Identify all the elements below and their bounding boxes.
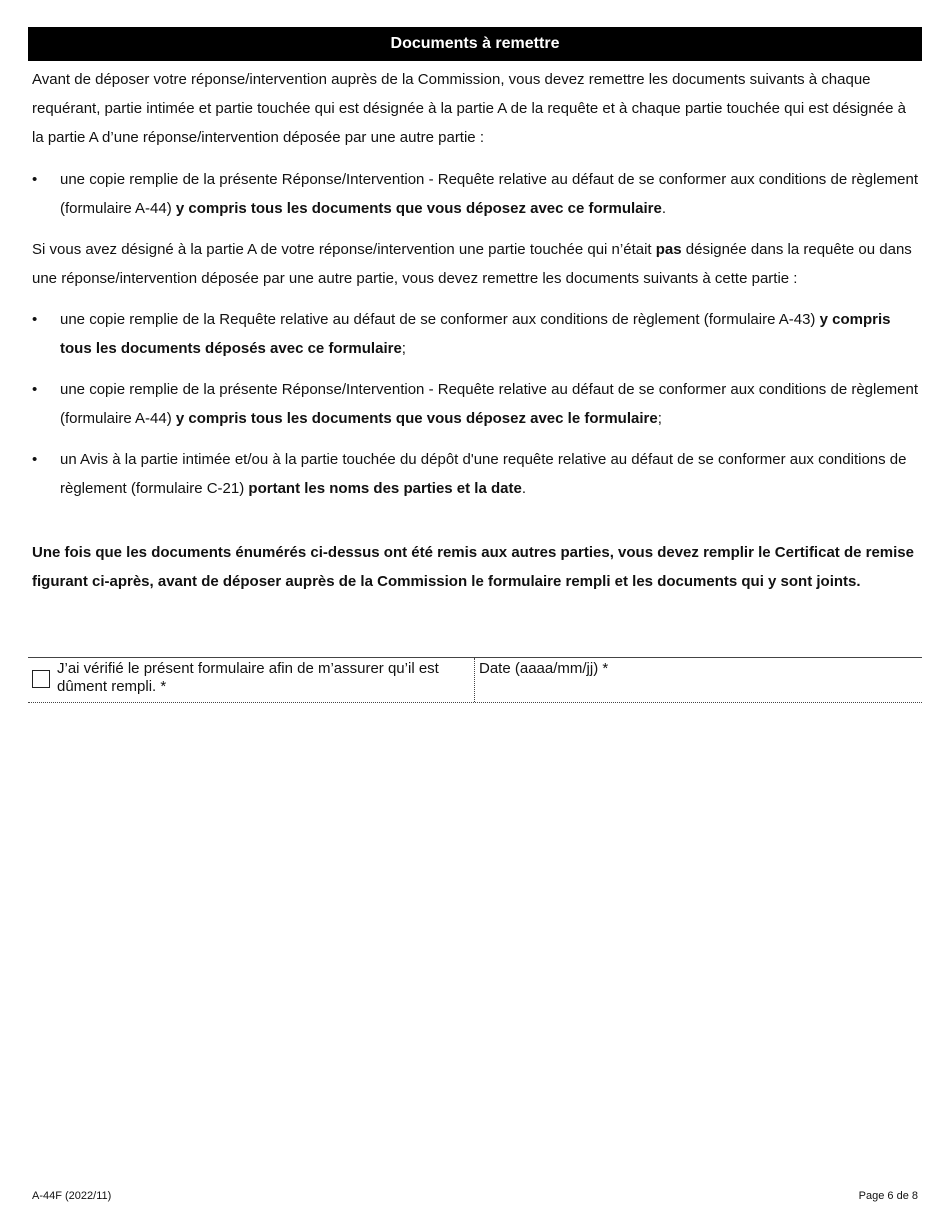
bullet-icon: •	[32, 311, 38, 328]
para2-bold: pas	[655, 241, 682, 258]
section-title: Documents à remettre	[390, 35, 560, 52]
second-paragraph	[32, 235, 917, 293]
verification-table	[28, 657, 922, 703]
list-item	[32, 375, 922, 433]
list-item	[32, 445, 922, 503]
list-item-tail: ;	[401, 340, 406, 357]
list-item-tail: .	[661, 200, 667, 217]
page-number: Page 6 de 8	[858, 1190, 918, 1202]
list-item-bold: portant les noms des parties et la date	[248, 480, 522, 497]
intro-paragraph: Avant de déposer votre réponse/intervention auprès de la Commission, vous devez remettre les documents suivants à chaque requérant, partie intimée et partie touchée qui est désignée à la partie A de la requête et à chaque partie touchée qui est désignée à la partie A d’une réponse/intervention déposée par une autre partie :	[32, 71, 906, 146]
para2-after: désignée dans la requête ou dans une réponse/intervention déposée par une autre partie, vous devez remettre les documents suivants à cette partie :	[32, 241, 912, 287]
list-item	[32, 165, 922, 223]
bullet-icon: •	[32, 451, 38, 468]
date-field[interactable]	[475, 658, 922, 702]
section-header	[28, 27, 922, 61]
list-item-tail: ;	[657, 410, 662, 427]
verification-cell	[28, 658, 475, 702]
list-item-text: une copie remplie de la présente Réponse/Intervention - Requête relative au défaut de se conformer aux conditions de règlement (formulaire A-44)	[60, 171, 919, 217]
para2-before: Si vous avez désigné à la partie A de votre réponse/intervention une partie touchée qui n’était	[32, 241, 656, 258]
date-label: Date (aaaa/mm/jj) *	[479, 660, 609, 677]
verified-checkbox-label: J’ai vérifié le présent formulaire afin de m’assurer qu’il est dûment rempli. *	[57, 660, 439, 695]
list-item-text: un Avis à la partie intimée et/ou à la partie touchée du dépôt d'une requête relative au défaut de se conformer aux conditions de règlement (formulaire C-21)	[60, 451, 907, 497]
list-item-bold: y compris tous les documents que vous déposez avec ce formulaire	[175, 200, 662, 217]
verified-checkbox[interactable]	[32, 670, 50, 688]
list-item-tail: .	[521, 480, 526, 497]
list-item-text: une copie remplie de la présente Réponse/Intervention - Requête relative au défaut de se conformer aux conditions de règlement (formulaire A-44)	[60, 381, 919, 427]
list-item-text: une copie remplie de la Requête relative au défaut de se conformer aux conditions de règlement (formulaire A-43)	[60, 311, 820, 328]
bullet-icon: •	[32, 171, 38, 188]
certificate-notice: Une fois que les documents énumérés ci-dessus ont été remis aux autres parties, vous devez remplir le Certificat de remise figurant ci-après, avant de déposer auprès de la Commission le formulaire rempli et les documents qui y sont joints.	[32, 544, 914, 590]
list-item-bold: y compris tous les documents que vous déposez avec le formulaire	[175, 410, 658, 427]
form-code: A-44F (2022/11)	[32, 1190, 112, 1202]
bullet-icon: •	[32, 381, 38, 398]
list-item	[32, 305, 922, 363]
list-item-bold: y compris tous les documents déposés avec ce formulaire	[60, 311, 891, 357]
